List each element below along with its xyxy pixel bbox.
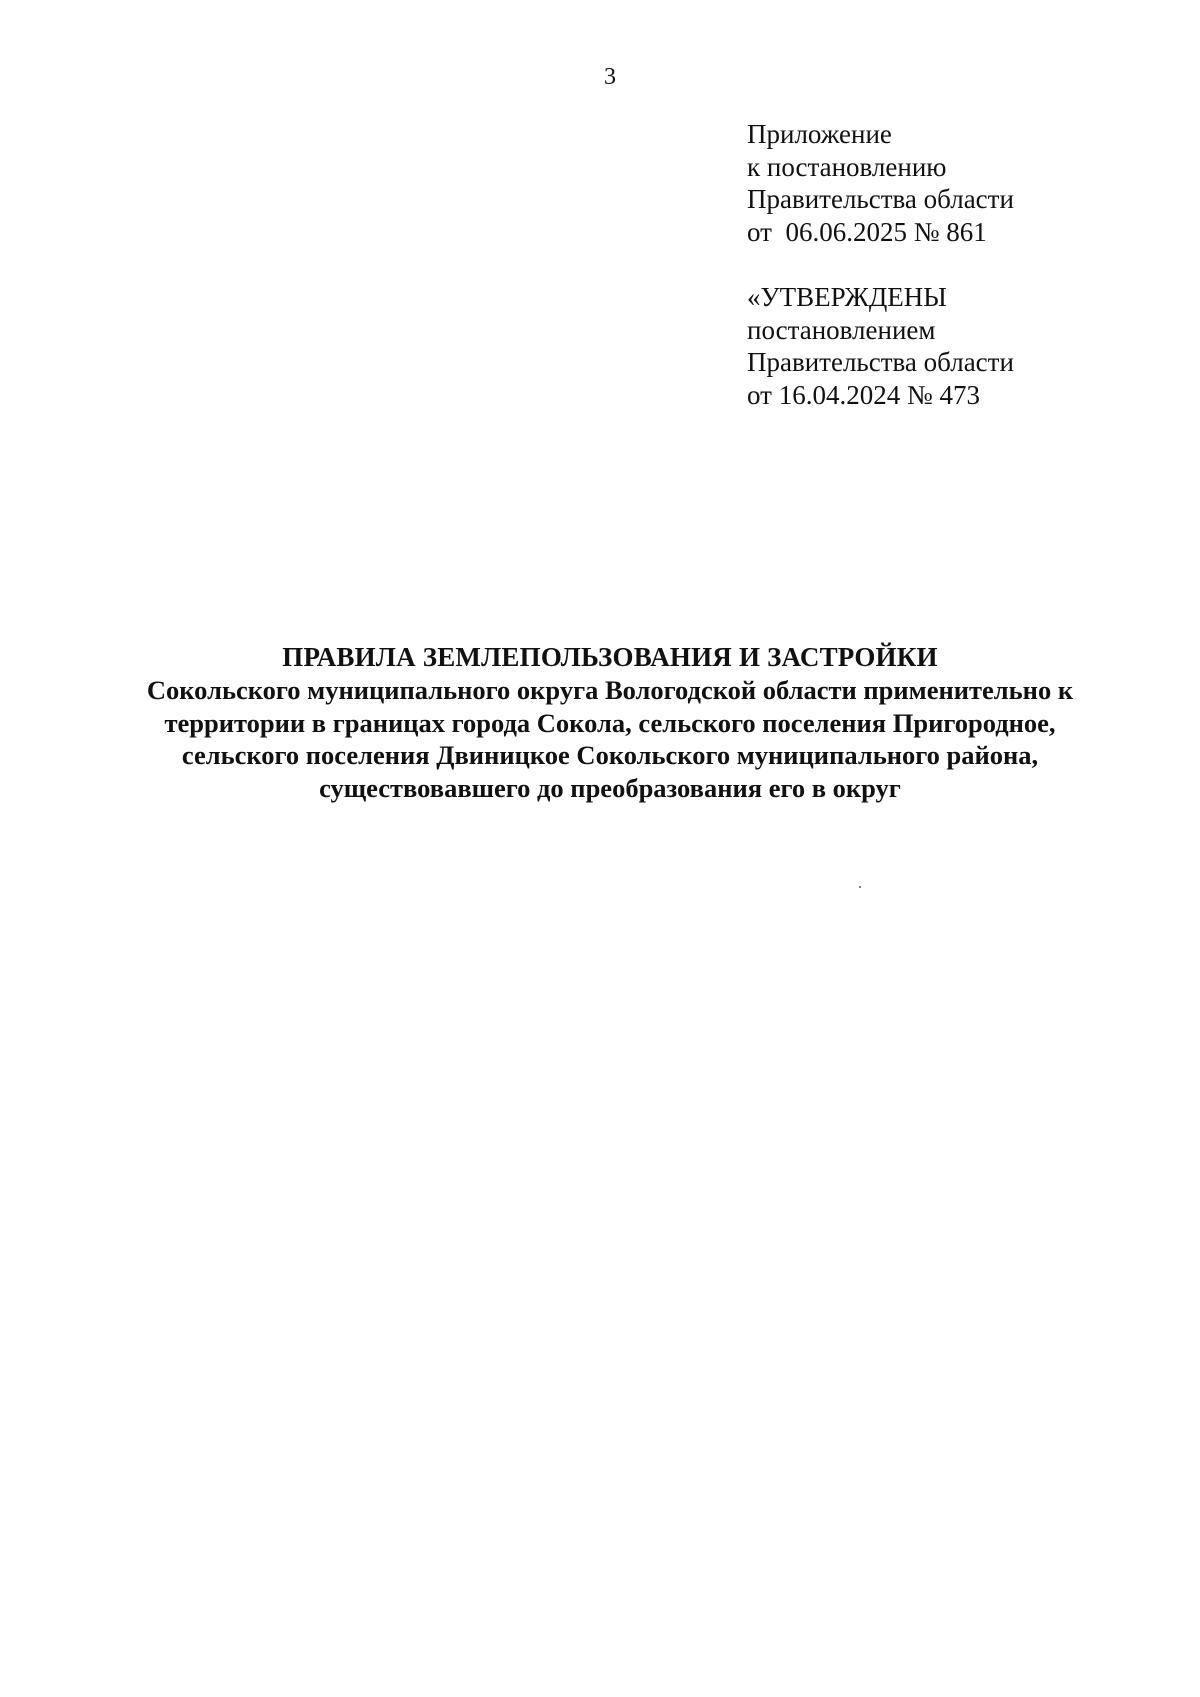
document-subtitle-line: территории в границах города Сокола, сельского поселения Пригородное, xyxy=(164,707,1056,738)
scan-speck xyxy=(859,886,861,888)
document-subtitle-line: существовавшего до преобразования его в округ xyxy=(319,772,901,803)
page-number: 3 xyxy=(604,64,616,90)
approval-line: постановлением xyxy=(747,314,936,345)
document-title: ПРАВИЛА ЗЕМЛЕПОЛЬЗОВАНИЯ И ЗАСТРОЙКИ xyxy=(282,642,938,672)
appendix-date-number: от 06.06.2025 № 861 xyxy=(747,216,987,247)
document-subtitle-line: сельского поселения Двиницкое Сокольского муниципального района, xyxy=(181,740,1039,770)
approval-stamp-block xyxy=(747,281,1014,411)
appendix-reference-block xyxy=(747,118,1014,248)
appendix-line: к постановлению xyxy=(747,151,947,182)
document-title-block xyxy=(100,640,1120,804)
approval-line: «УТВЕРЖДЕНЫ xyxy=(747,282,947,312)
appendix-line: Правительства области xyxy=(747,184,1014,214)
appendix-line: Приложение xyxy=(747,119,892,149)
document-subtitle-line: Сокольского муниципального округа Вологодской области применительно к xyxy=(146,675,1074,705)
approval-line: Правительства области xyxy=(747,347,1014,377)
approval-date-number: от 16.04.2024 № 473 xyxy=(747,379,980,410)
